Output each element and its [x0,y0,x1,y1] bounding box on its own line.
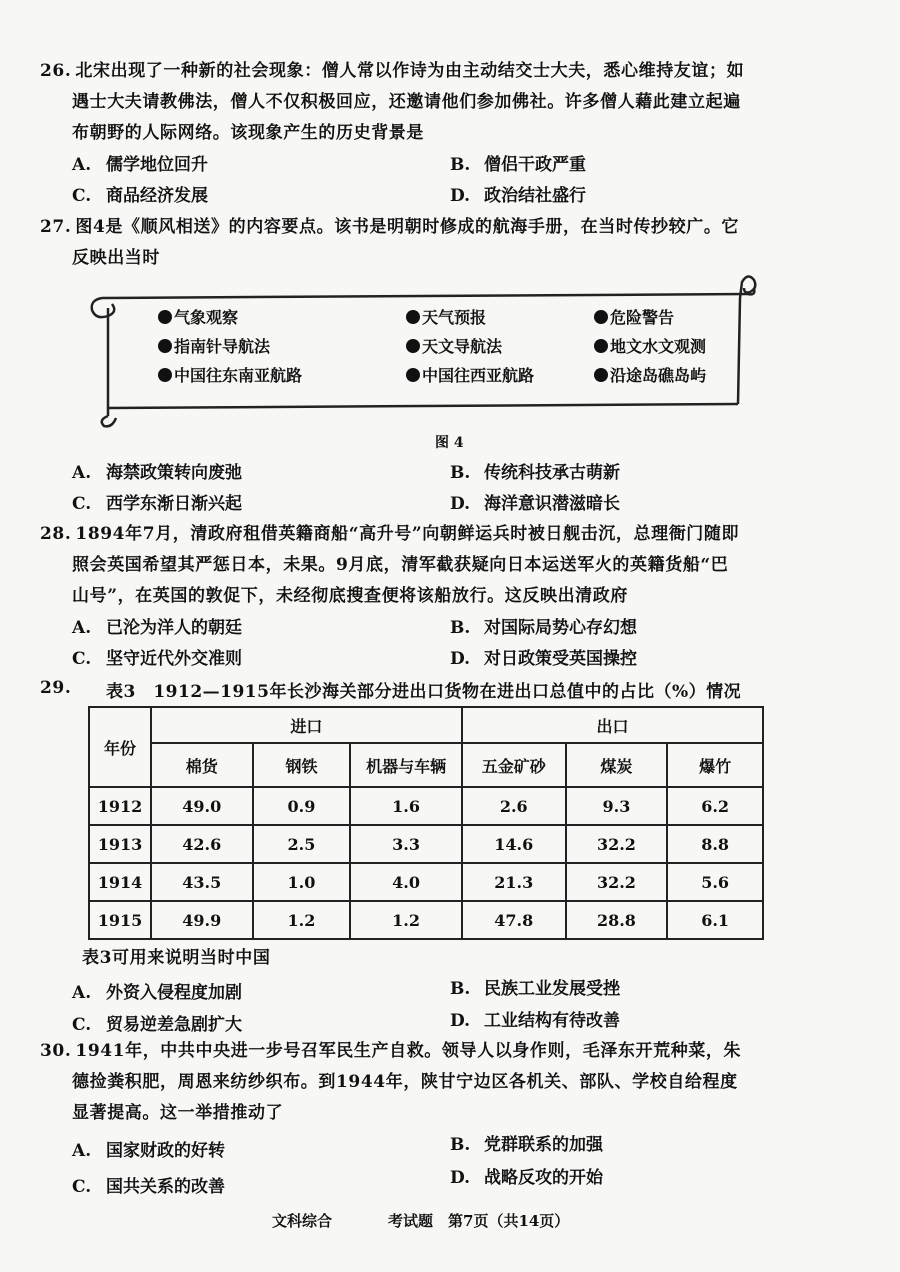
table-row [89,863,763,901]
option-d: D. 工业结构有待改善 [450,1011,620,1031]
bullet-icon [406,368,420,382]
table-cell: 6.2 [667,787,763,825]
data-table [88,706,764,940]
year-cell: 1912 [89,787,151,825]
export-header: 出口 [462,707,763,743]
question-29-stem: 表3可用来说明当时中国 [82,948,271,968]
year-header: 年份 [89,707,151,787]
option-a: A. 国家财政的好转 [72,1141,225,1161]
stem-line: 山号”，在英国的敦促下，未经彻底搜查便将该船放行。这反映出清政府 [72,586,628,606]
table-cell: 43.5 [151,863,253,901]
bullet-icon [406,310,420,324]
column-header: 机器与车辆 [350,743,462,787]
option-c: C. 商品经济发展 [72,186,208,206]
bullet-icon [158,368,172,382]
option-b: B. 民族工业发展受挫 [450,979,620,999]
table-cell: 3.3 [350,825,462,863]
option-b: B. 对国际局势心存幻想 [450,618,637,638]
bullet-icon [594,339,608,353]
option-a: A. 外资入侵程度加剧 [72,983,242,1003]
table-cell: 49.0 [151,787,253,825]
table-cell: 1.2 [253,901,351,939]
table-cell: 5.6 [667,863,763,901]
table-cell: 21.3 [462,863,566,901]
table-cell: 4.0 [350,863,462,901]
column-header: 五金矿砂 [462,743,566,787]
column-header: 钢铁 [253,743,351,787]
option-c: C. 贸易逆差急剧扩大 [72,1015,242,1035]
table-caption: 表3 1912—1915年长沙海关部分进出口货物在进出口总值中的占比（%）情况 [106,682,742,702]
question-27-stem [40,212,880,274]
option-d: D. 海洋意识潜滋暗长 [450,494,620,514]
scroll-item: 指南针导航法 [158,334,270,357]
question-26-stem [40,56,880,149]
bullet-icon [594,310,608,324]
option-b: B. 僧侣干政严重 [450,155,586,175]
year-cell: 1913 [89,825,151,863]
table-cell: 0.9 [253,787,351,825]
stem-line: 遇士大夫请教佛法，僧人不仅积极回应，还邀请他们参加佛社。许多僧人藉此建立起遍 [72,92,741,112]
scroll-item: 中国往东南亚航路 [158,363,302,386]
stem-line: 图4是《顺风相送》的内容要点。该书是明朝时修成的航海手册，在当时传抄较广。它 [75,217,740,237]
column-header: 爆竹 [667,743,763,787]
import-header: 进口 [151,707,462,743]
year-cell: 1915 [89,901,151,939]
option-c: C. 国共关系的改善 [72,1177,225,1197]
table-cell: 42.6 [151,825,253,863]
option-d: D. 战略反攻的开始 [450,1168,603,1188]
figure-caption: 图 4 [435,435,464,451]
footer-subject: 文科综合 [272,1212,333,1230]
footer-page-info: 考试题 第7页（共14页） [388,1212,570,1230]
question-29-number: 29. [40,678,72,698]
option-b: B. 传统科技承古萌新 [450,463,620,483]
bullet-icon [158,310,172,324]
table-cell: 32.2 [566,825,668,863]
table-cell: 9.3 [566,787,668,825]
stem-line: 反映出当时 [72,248,160,268]
stem-line: 北宋出现了一种新的社会现象：僧人常以作诗为由主动结交士大夫，悉心维持友谊；如 [75,61,745,81]
table-cell: 28.8 [566,901,668,939]
scroll-item: 危险警告 [594,305,674,328]
table-cell: 32.2 [566,863,668,901]
question-28-stem [40,519,880,612]
table-cell: 2.5 [253,825,351,863]
stem-line: 1941年，中共中央进一步号召军民生产自救。领导人以身作则，毛泽东开荒种菜，朱 [75,1041,742,1061]
question-number: 27. [40,217,72,237]
option-d: D. 对日政策受英国操控 [450,649,637,669]
table-cell: 1.6 [350,787,462,825]
stem-line: 德捡粪积肥，周恩来纺纱织布。到1944年，陕甘宁边区各机关、部队、学校自给程度 [72,1072,738,1092]
table-row [89,825,763,863]
table-row [89,901,763,939]
option-c: C. 西学东渐日渐兴起 [72,494,242,514]
table-cell: 8.8 [667,825,763,863]
table-row [89,787,763,825]
stem-line: 1894年7月，清政府租借英籍商船“高升号”向朝鲜运兵时被日舰击沉，总理衙门随即 [75,524,740,544]
stem-line: 照会英国希望其严惩日本，未果。9月底，清军截获疑向日本运送军火的英籍货船“巴 [72,555,729,575]
table-cell: 2.6 [462,787,566,825]
question-number: 28. [40,524,72,544]
scroll-item: 天文导航法 [406,334,502,357]
stem-line: 显著提高。这一举措推动了 [72,1103,284,1123]
table-cell: 1.0 [253,863,351,901]
column-header: 棉货 [151,743,253,787]
option-a: A. 儒学地位回升 [72,155,208,175]
option-b: B. 党群联系的加强 [450,1135,603,1155]
option-a: A. 海禁政策转向废弛 [72,463,242,483]
table-cell: 14.6 [462,825,566,863]
column-header: 煤炭 [566,743,668,787]
scroll-item: 沿途岛礁岛屿 [594,363,706,386]
table-cell: 47.8 [462,901,566,939]
bullet-icon [158,339,172,353]
scroll-item: 地文水文观测 [594,334,706,357]
table-cell: 49.9 [151,901,253,939]
bullet-icon [406,339,420,353]
question-number: 26. [40,61,72,81]
option-d: D. 政治结社盛行 [450,186,586,206]
bullet-icon [594,368,608,382]
question-number: 30. [40,1041,72,1061]
table-cell: 1.2 [350,901,462,939]
option-a: A. 已沦为洋人的朝廷 [72,618,242,638]
table-cell: 6.1 [667,901,763,939]
scroll-item: 天气预报 [406,305,486,328]
scroll-item: 中国往西亚航路 [406,363,534,386]
question-30-stem [40,1036,880,1129]
option-c: C. 坚守近代外交准则 [72,649,242,669]
scroll-item: 气象观察 [158,305,238,328]
year-cell: 1914 [89,863,151,901]
stem-line: 布朝野的人际网络。该现象产生的历史背景是 [72,123,424,143]
